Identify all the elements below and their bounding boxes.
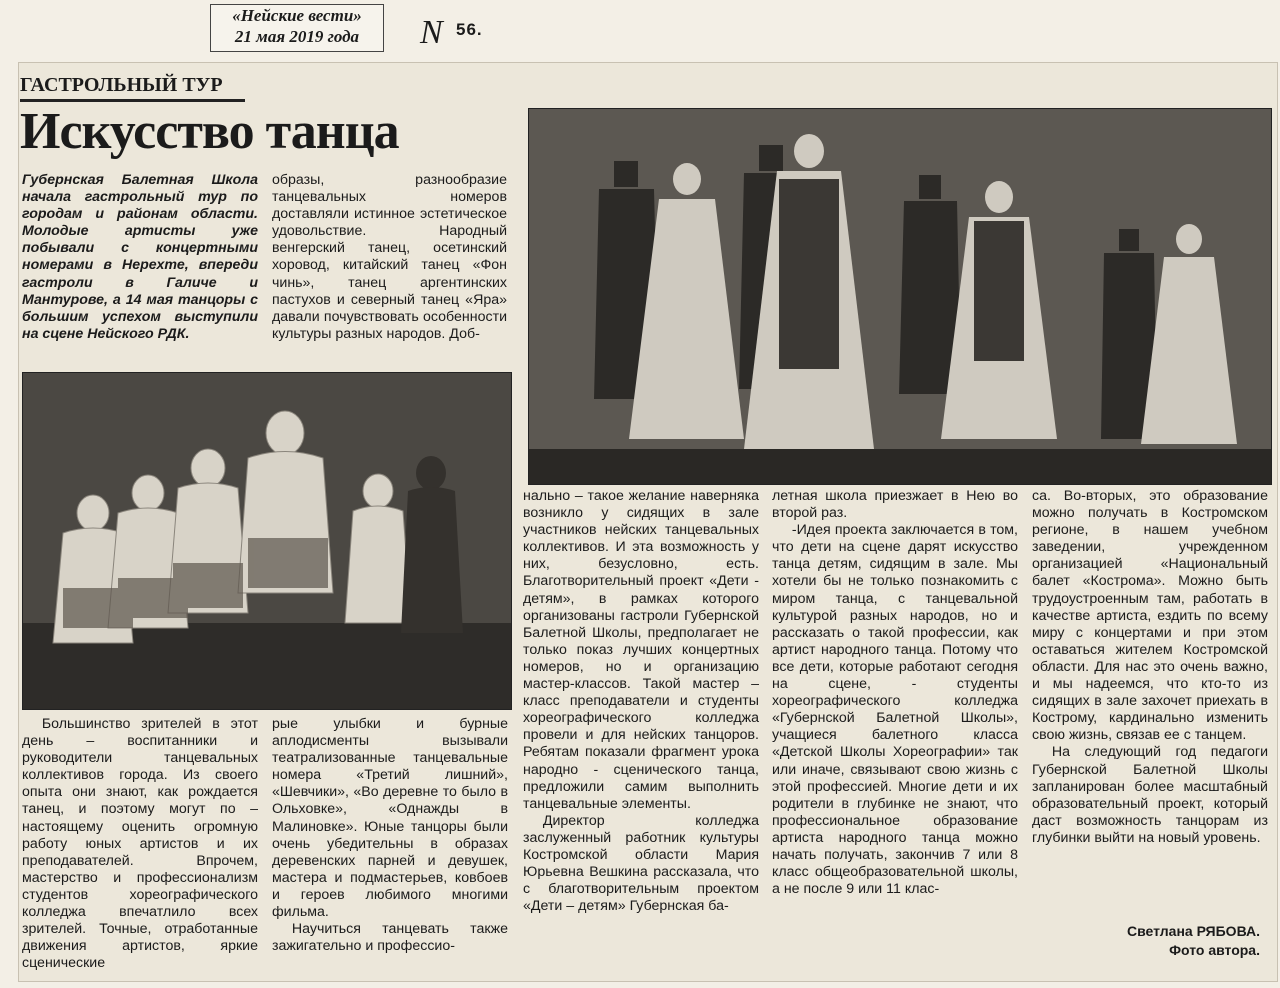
rubric: ГАСТРОЛЬНЫЙ ТУР <box>20 74 245 102</box>
paragraph: летная школа приезжает в Нею во второй раз. <box>772 488 1018 522</box>
paragraph: -Идея проекта заключается в том, что дети на сцене дарят искусство танца детям, сидящим в зале. Мы хотели бы не только познакомить с миром танца, с танцевальной культурой разных народов, но и рассказать о такой профессии, как артист народного танца. Потому что все дети, которые работают сегодня на сцене, - студенты хореографического колледжа «Губернской Балетной Школы», учащиеся балетного класса «Детской Школы Хореографии» так или иначе, связывают свою жизнь с этой профессией. Многие дети и их родители в глубинке не знают, что профессиональное образование артиста народного танца можно начать получать, закончив 7 или 8 класс общеобразовательной школы, а не после 9 или 11 клас- <box>772 522 1018 898</box>
column-4 <box>772 488 1018 898</box>
photo-credit: Фото автора. <box>1169 942 1260 958</box>
issue-number: 56. <box>456 20 483 39</box>
headline: Искусство танца <box>20 103 399 160</box>
column-1-bottom <box>22 716 258 972</box>
folk-dancers-illustration <box>23 373 511 709</box>
photo-folk-dancers <box>22 372 512 710</box>
paragraph: са. Во-вторых, это образование можно получать в Костромском регионе, в нашем учебном заведении, учрежденном организацией «Национальный балет «Кострома». Можно быть трудоустроенным там, работать в качестве артиста, ездить по всему миру с концертами и при этом оставаться жителем Костромской области. Для нас это очень важно, и мы надеемся, что кто-то из сидящих в зале захочет приехать в Кострому, кардинально изменить свою жизнь, связав ее с танцем. <box>1032 488 1268 744</box>
source-label <box>210 4 384 52</box>
paragraph: рые улыбки и бурные аплодисменты вызывали театрализованные танцевальные номера «Третий лишний», «Шевчики», «Во деревне то было в Ольховке», «Однажды в Малиновке». Юные танцоры были очень убедительны в образах деревенских парней и девушек, мастера и подмастерьев, ковбоев и героев любимого многими фильма. <box>272 716 508 921</box>
paragraph: Научиться танцевать также зажигательно и профессио- <box>272 921 508 955</box>
column-3 <box>523 488 759 915</box>
byline <box>1080 922 1260 960</box>
caucasian-dancers-illustration <box>529 109 1271 484</box>
photo-caucasian-dancers <box>528 108 1272 485</box>
paragraph: Большинство зрителей в этот день – воспитанники и руководители танцевальных коллективов города. Из своего опыта они знают, как рождается танец, и поэтому могут по – настоящему оценить огромную работу юных артистов и их преподавателей. Впрочем, мастерство и профессионализм студентов хореографического колледжа впечатлило всех зрителей. Точные, отработанные движения артистов, яркие сценические <box>22 716 258 972</box>
source-newspaper-name: «Нейские вести» <box>232 6 362 25</box>
paragraph: образы, разнообразие танцевальных номеров доставляли истинное эстетическое удовольствие. Народный венгерский танец, осетинский хоровод, китайский танец «Фон чинь», танец аргентинских пастухов и северный танец «Яра» давали почувствовать особенности культуры разных народов. Доб- <box>272 172 507 342</box>
paragraph: Директор колледжа заслуженный работник культуры Костромской области Мария Юрьевна Вешкина рассказала, что с благотворительным проектом «Дети – детям» Губернская ба- <box>523 812 759 915</box>
issue-number-sign: N <box>420 14 443 51</box>
column-5 <box>1032 488 1268 847</box>
column-2-top <box>272 172 507 343</box>
author-name: Светлана РЯБОВА. <box>1126 923 1260 939</box>
column-2-bottom <box>272 716 508 955</box>
source-date: 21 мая 2019 года <box>234 27 360 46</box>
paragraph: нально – такое желание наверняка возникло у сидящих в зале участников нейских танцевальных коллективов. И эта возможность у них, безусловно, есть. Благотворительный проект «Дети - детям», в рамках которого организованы гастроли Губернской Балетной Школы, предполагает не только показ лучших концертных номеров, но и организацию мастер-классов. Такой мастер – класс преподаватели и студенты хореографического колледжа провели и для нейских танцоров. Ребятам показали фрагмент урока народно - сценического танца, предложили самим выполнить танцевальные элементы. <box>523 488 759 812</box>
paragraph: На следующий год педагоги Губернской Балетной Школы запланирован более масштабный образовательный проект, который даст возможность танцорам из глубинки выйти на новый уровень. <box>1032 744 1268 846</box>
lead-paragraph: Губернская Балетная Школа начала гастрольный тур по городам и районам области. Молодые артисты уже побывали с концертными номерами в Нерехте, впереди гастроли в Галиче и Мантурове, а 14 мая танцоры с большим успехом выступили на сцене Нейского РДК. <box>22 172 258 342</box>
